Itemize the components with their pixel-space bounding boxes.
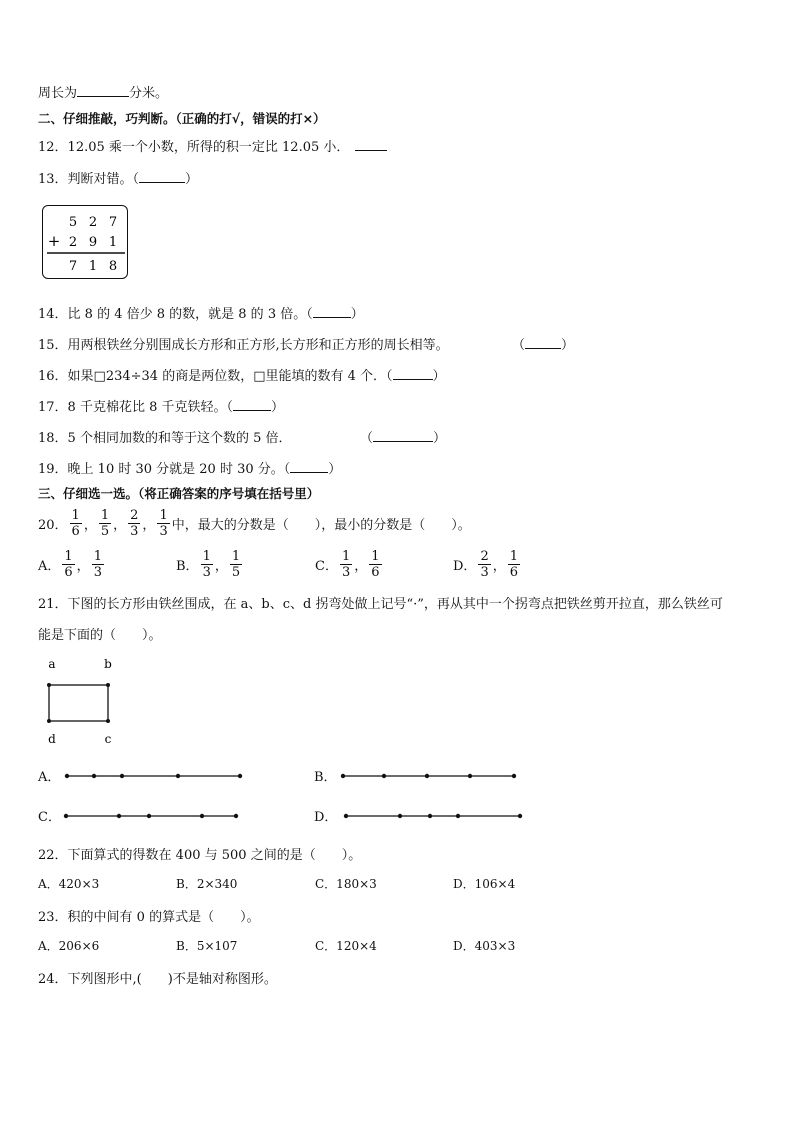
digit: 9 [88,235,98,250]
wire-point [65,774,69,778]
question-23: 23．积的中间有 0 的算式是（ ）。 [38,910,260,925]
q20-option-a[interactable]: A． $\frac{1}{6}$ ， $\frac{1}{3}$ [38,548,102,580]
answer-blank[interactable] [355,138,387,151]
fraction: $\frac{1}{5}$ [100,507,110,539]
corner-dot-c [106,719,110,723]
q23-option-b[interactable]: B．5×107 [176,939,238,953]
digit: 8 [108,259,118,274]
corner-dot-a [47,683,51,687]
question-16: 16．如果□234÷34 的商是两位数，□里能填的数有 4 个．（ ） [38,369,446,384]
q21-option-b-wire [336,768,526,784]
section-2-title: 二、仔细推敲，巧判断。（正确的打√，错误的打×） [38,111,326,126]
answer-blank[interactable] [393,367,433,380]
wire-point [468,774,472,778]
fraction: $\frac{2}{3}$ [130,507,139,539]
question-14: 14．比 8 的 4 倍少 8 的数，就是 8 的 3 倍。（ ） [38,307,364,322]
q21-option-c-wire [60,808,250,824]
wire-point [398,814,402,818]
wire-point [234,814,238,818]
q23-option-d[interactable]: D．403×3 [453,939,516,953]
wire-point [512,774,516,778]
q21-option-b[interactable]: B． [314,770,337,785]
corner-label-b: b [104,657,112,671]
wire-point [117,814,121,818]
vertical-addition [42,205,128,279]
question-15-answer: （ ） [512,338,575,353]
question-18-answer: （ ） [360,431,447,446]
q22-option-b[interactable]: B．2×340 [176,877,238,891]
wire-point [200,814,204,818]
digit: 5 [68,215,78,230]
wire-point [92,774,96,778]
wire-point [64,814,68,818]
wire-point [456,814,460,818]
corner-label-d: d [48,732,56,746]
question-17: 17．8 千克棉花比 8 千克铁轻。（ ） [38,400,284,415]
corner-dot-b [106,683,110,687]
perimeter-question: 周长为 分米。 [38,86,169,101]
answer-blank[interactable] [77,84,129,97]
q22-option-d[interactable]: D．106×4 [453,877,516,891]
corner-label-a: a [48,657,56,671]
digit: 1 [108,235,118,250]
question-18: 18．5 个相同加数的和等于这个数的 5 倍． [38,431,292,446]
plus-sign: + [47,232,61,250]
corner-label-c: c [104,732,112,746]
digit: 2 [68,235,78,250]
q20-option-c[interactable]: C． $\frac{1}{3}$ ， $\frac{1}{6}$ [315,548,380,580]
digit: 2 [88,215,98,230]
wire-point [176,774,180,778]
fraction: $\frac{1}{3}$ [159,507,168,539]
section-3-title: 三、仔细选一选。（将正确答案的序号填在括号里） [38,486,320,501]
wire-point [518,814,522,818]
addition-figure [43,206,127,278]
answer-blank[interactable] [525,336,561,349]
corner-dot-d [47,719,51,723]
answer-blank[interactable] [139,170,185,183]
q23-option-a[interactable]: A．206×6 [38,939,100,953]
wire-point [341,774,345,778]
rectangle-figure [38,652,128,748]
wire-rectangle [49,685,108,721]
question-21-line1: 21．下图的长方形由铁丝围成，在 a、b、c、d 拐弯处做上记号“·”，再从其中一个拐弯点把铁丝剪开拉直，那么铁丝可 [38,597,723,612]
question-20: 20． $\frac{1}{6}$ ， $\frac{1}{5}$ ， $\frac{2}{3}$ ， $\frac{1}{3}$ 中，最大的分数是（ ），最小的分数是（ ）。 [38,507,471,539]
q20-option-b[interactable]: B． $\frac{1}{3}$ ， $\frac{1}{5}$ [176,548,241,580]
question-13: 13．判断对错。（ ） [38,172,199,187]
q21-option-d-wire [336,808,526,824]
q21-option-d[interactable]: D． [314,810,338,825]
answer-blank[interactable] [313,305,351,318]
q23-option-c[interactable]: C．120×4 [315,939,377,953]
question-24: 24．下列图形中,( )不是轴对称图形。 [38,972,277,987]
q22-option-a[interactable]: A．420×3 [38,877,100,891]
answer-blank[interactable] [373,429,433,442]
digit: 1 [88,259,98,274]
q21-option-a-wire [60,768,250,784]
wire-point [428,814,432,818]
q21-option-a[interactable]: A． [38,770,61,785]
digit: 7 [68,259,78,274]
answer-blank[interactable] [290,460,328,473]
wire-point [425,774,429,778]
question-22: 22．下面算式的得数在 400 与 500 之间的是（ ）。 [38,848,362,863]
question-15: 15．用两根铁丝分别围成长方形和正方形,长方形和正方形的周长相等。 [38,338,449,353]
answer-blank[interactable] [233,398,271,411]
question-19: 19．晚上 10 时 30 分就是 20 时 30 分。（ ） [38,462,342,477]
wire-point [382,774,386,778]
question-12: 12．12.05 乘一个小数，所得的积一定比 12.05 小． [38,136,387,155]
q22-option-c[interactable]: C．180×3 [315,877,377,891]
wire-point [147,814,151,818]
wire-point [344,814,348,818]
question-21-line2: 能是下面的（ ）。 [38,628,162,643]
digit: 7 [108,215,118,230]
wire-point [120,774,124,778]
fraction: $\frac{1}{6}$ [71,507,80,539]
q20-option-d[interactable]: D． $\frac{2}{3}$ ， $\frac{1}{6}$ [453,548,519,580]
q21-option-c[interactable]: C． [38,810,61,825]
wire-point [238,774,242,778]
